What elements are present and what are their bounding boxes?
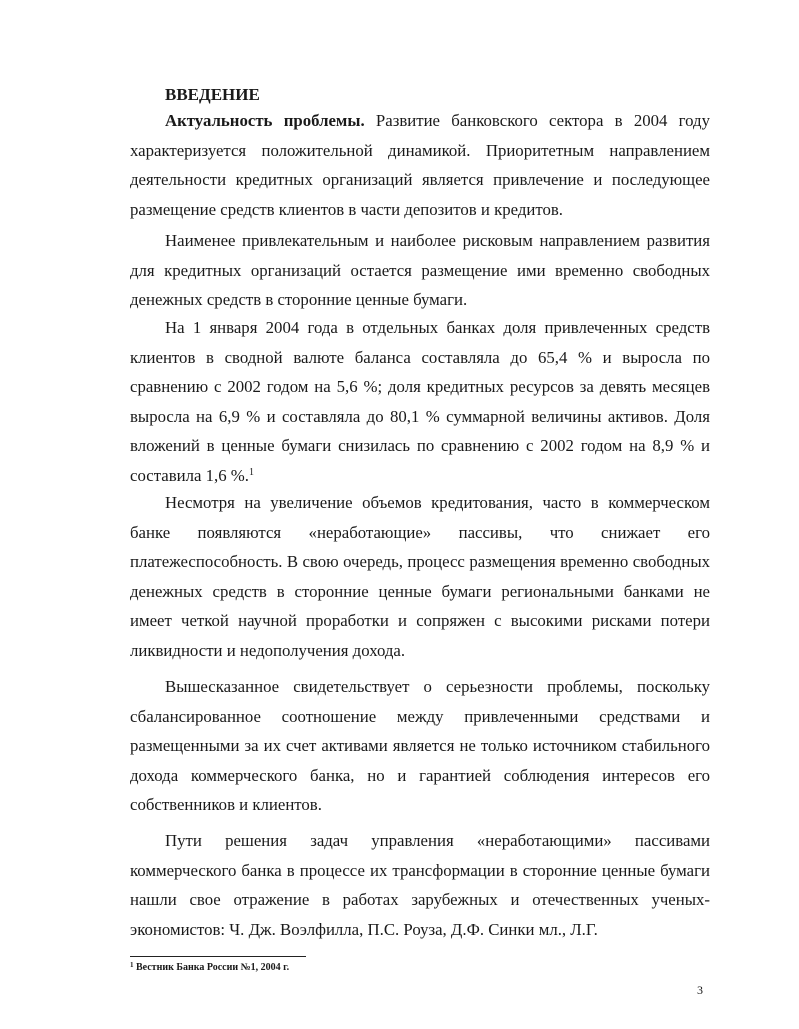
paragraph-relevance xyxy=(130,106,710,224)
body-text xyxy=(130,226,710,315)
body-text xyxy=(130,488,715,665)
paragraph-statistics xyxy=(130,313,710,490)
page-number: 3 xyxy=(697,983,703,997)
paragraph-text: На 1 января 2004 года в отдельных банках доля привлеченных средств клиентов в сводной валюте баланса составляла до 65,4 % и выросла по сравнению с 2002 годом на 5,6 %; доля кредитных ресурсов за девять месяцев выросла на 6,9 % и составляла до 80,1 % суммарной величины активов. Доля вложений в ценные бумаги снизилась по сравнению с 2002 годом на 8,9 % и составила 1,6 %. xyxy=(130,318,710,485)
paragraph-placement: Наименее привлекательным и наиболее рисковым направлением развития для кредитных организаций остается размещение ими временно свободных денежных средств в сторонние ценные бумаги. xyxy=(130,231,710,309)
body-text xyxy=(130,672,710,820)
body-text xyxy=(130,106,710,224)
footnote-reference: 1 xyxy=(248,466,254,478)
body-text xyxy=(130,826,710,944)
footnote-text: Вестник Банка России №1, 2004 г. xyxy=(133,962,290,973)
section-heading: ВВЕДЕНИЕ xyxy=(165,85,260,104)
paragraph-text: Развитие банковского сектора в 2004 году характеризуется положительной динамикой. Приоритетным направлением деятельности кредитных организаций является привлечение и последующее размещение средств клиентов в части депозитов и кредитов. xyxy=(130,111,710,219)
footnote xyxy=(130,961,289,975)
body-text xyxy=(130,313,710,490)
footnote-divider xyxy=(130,956,306,957)
paragraph-nonperforming: Несмотря на увеличение объемов кредитования, часто в коммерческом банке появляются «неработающие» пассивы, что снижает его платежеспособность. В свою очередь, процесс размещения временно свободных денежных средств в сторонние ценные бумаги региональными банками не имеет четкой научной проработки и сопряжен с высокими рисками потери ликвидности и недополучения дохода. xyxy=(130,493,715,660)
paragraph-literature: Пути решения задач управления «неработающими» пассивами коммерческого банка в процессе их трансформации в сторонние ценные бумаги нашли свое отражение в работах зарубежных и отечественных ученых-экономистов: Ч. Дж. Воэлфилла, П.С. Роуза, Д.Ф. Синки мл., Л.Г. xyxy=(130,831,710,939)
paragraph-significance: Вышесказанное свидетельствует о серьезности проблемы, поскольку сбалансированное соотношение между привлеченными средствами и размещенными за их счет активами является не только источником стабильного дохода коммерческого банка, но и гарантией соблюдения интересов его собственников и клиентов. xyxy=(130,677,710,814)
footnote-mark: 1 xyxy=(130,961,134,969)
paragraph-lead: Актуальность проблемы. xyxy=(165,111,365,130)
